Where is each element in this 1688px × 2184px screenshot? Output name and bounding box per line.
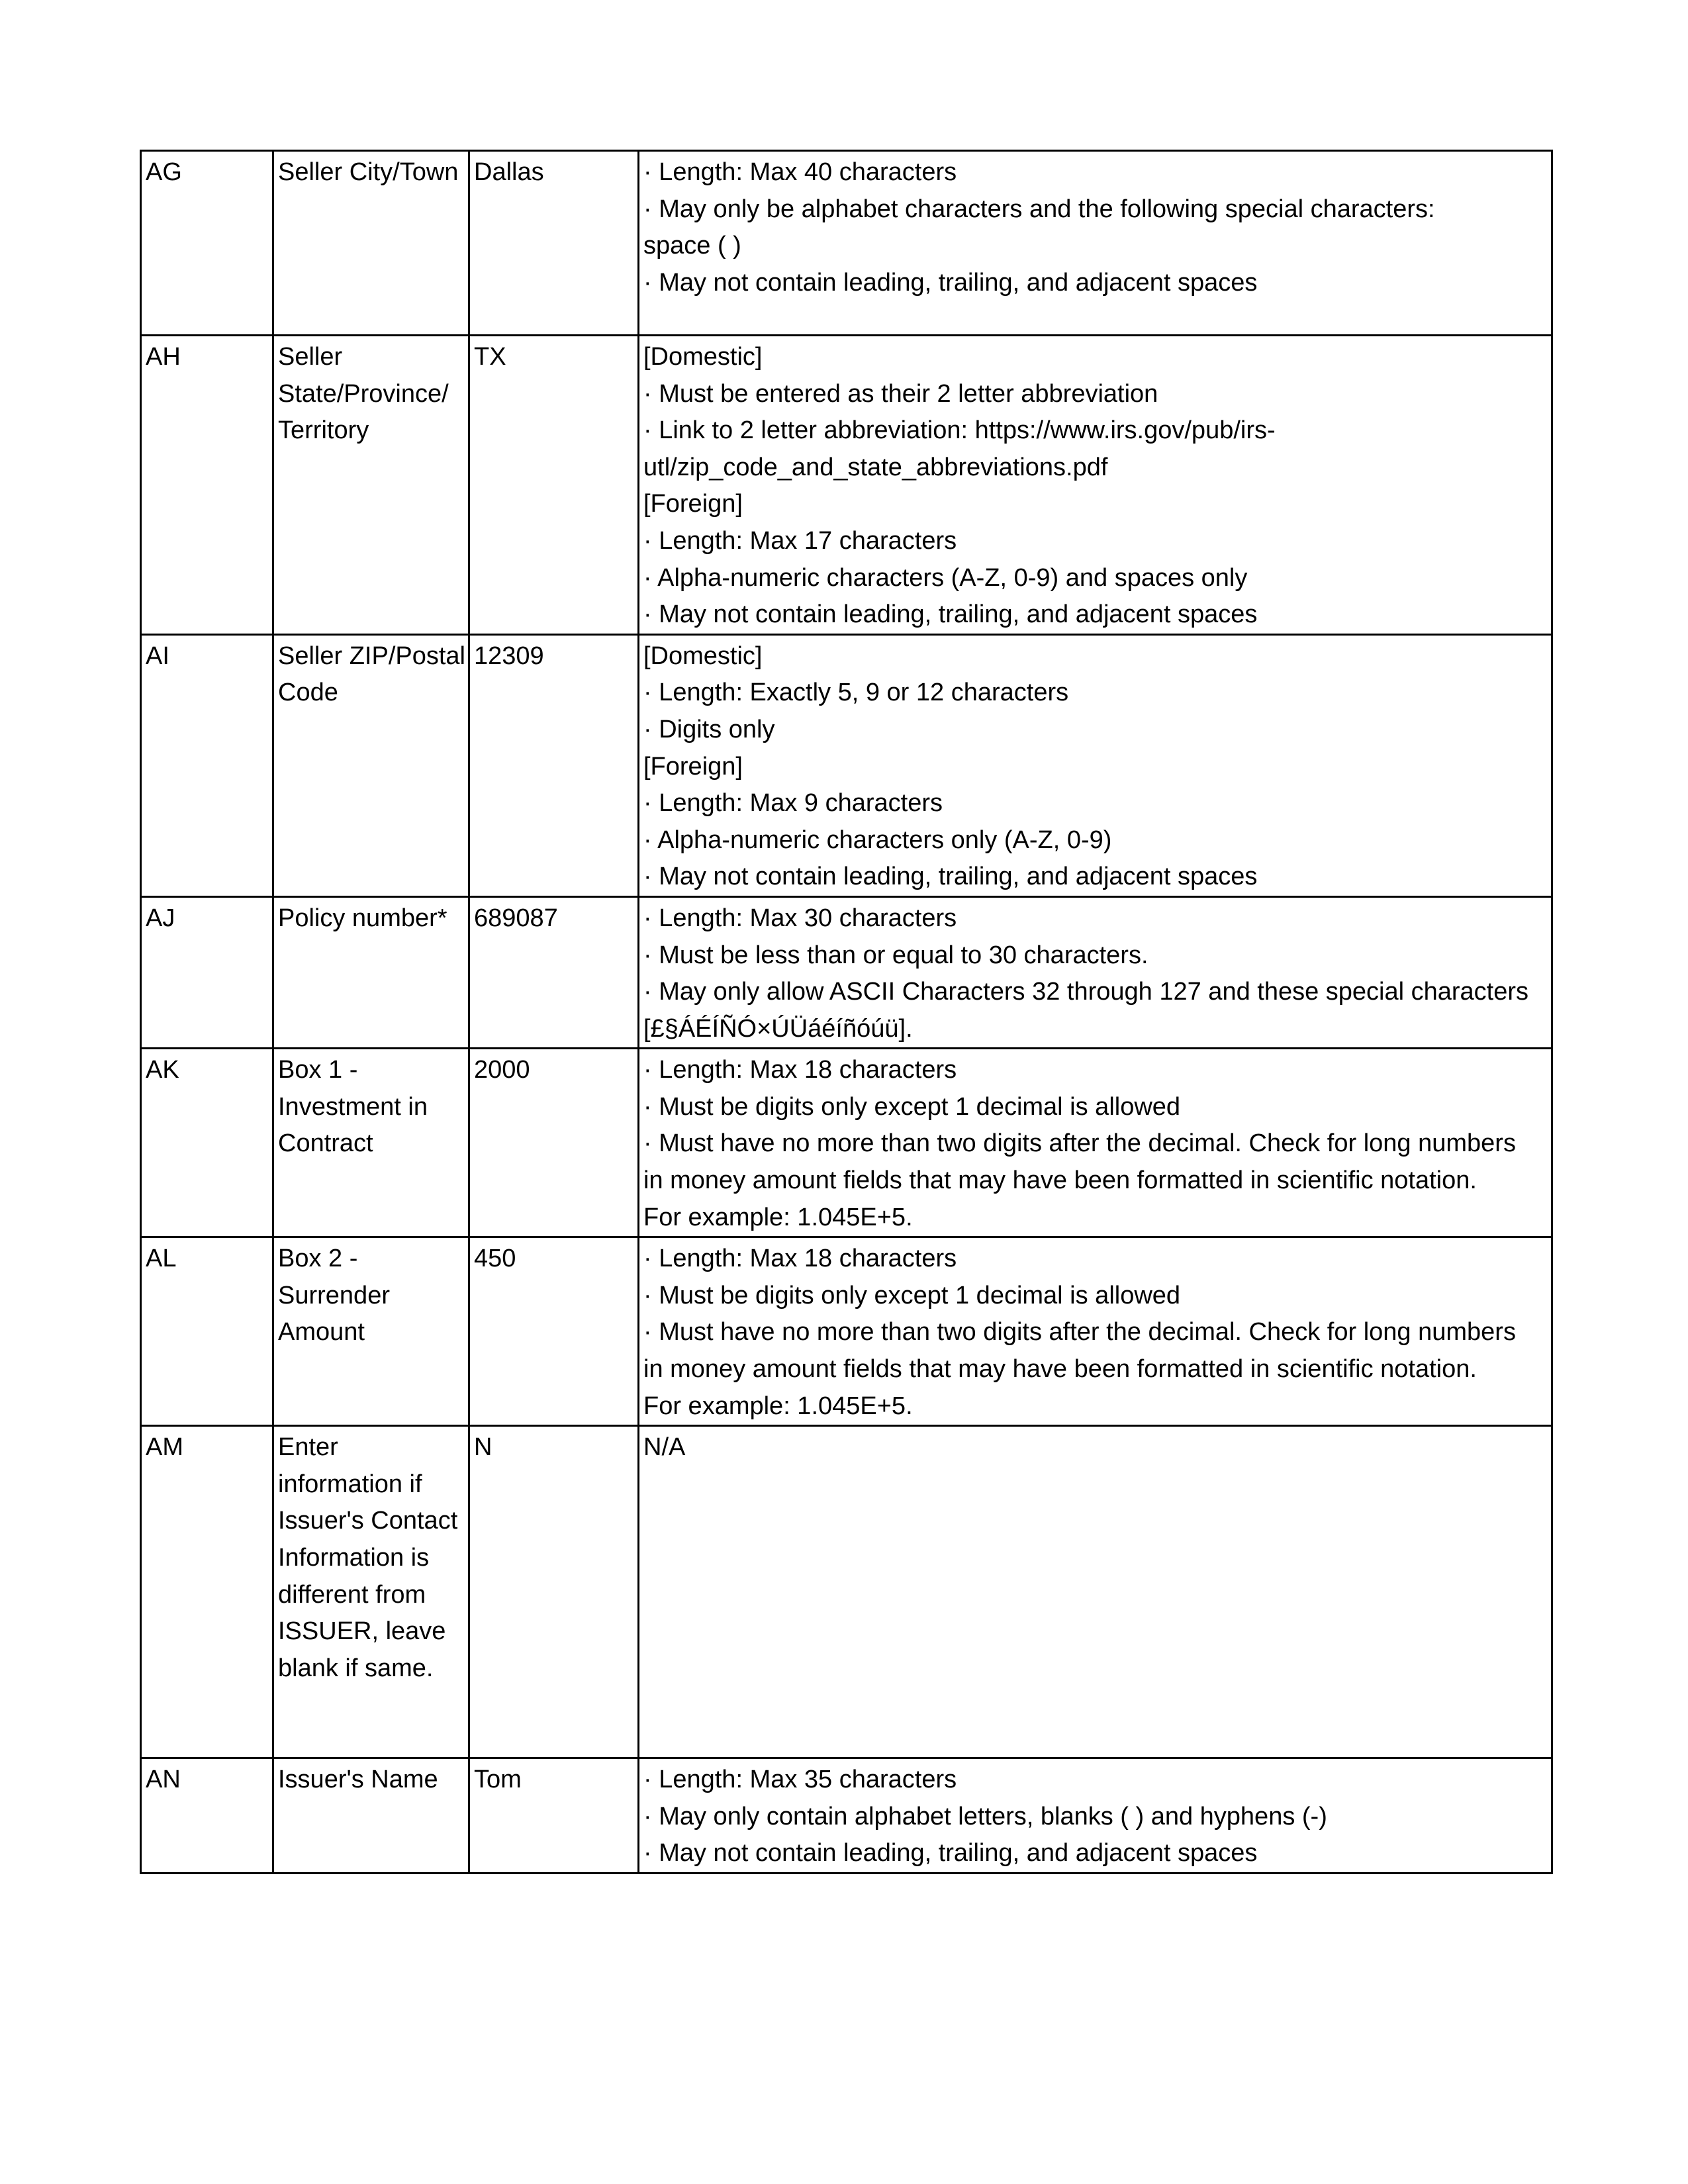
sample-value-cell: 689087: [469, 896, 639, 1048]
field-name-line: Box 2 -: [278, 1245, 358, 1273]
rule-line: · May not contain leading, trailing, and adjacent spaces: [643, 268, 1258, 297]
rule-line: · May not contain leading, trailing, and adjacent spaces: [643, 600, 1258, 629]
rule-line: · May not contain leading, trailing, and adjacent spaces: [643, 1839, 1258, 1868]
rule-line: · Must have no more than two digits after the decimal. Check for long numbers: [643, 1129, 1516, 1158]
rule-line: · Must be less than or equal to 30 characters.: [643, 941, 1149, 969]
rule-line: · Length: Max 9 characters: [643, 789, 943, 818]
rule-line: in money amount fields that may have been formatted in scientific notation.: [643, 1166, 1477, 1195]
rule-line: [Domestic]: [643, 641, 763, 670]
rule-line: · Alpha-numeric characters only (A-Z, 0-9): [643, 826, 1112, 854]
field-name-line: different from: [278, 1580, 426, 1609]
column-id-cell: AH: [141, 336, 273, 635]
sample-value-cell: 450: [469, 1237, 639, 1426]
rule-line: [Foreign]: [643, 752, 743, 781]
rule-line: · Length: Max 18 characters: [643, 1245, 957, 1273]
field-name-line: Seller: [278, 343, 343, 371]
rule-line: For example: 1.045E+5.: [643, 1392, 913, 1420]
table-row: [141, 634, 1552, 896]
column-id-cell: AG: [141, 151, 273, 336]
rule-line: · Length: Max 40 characters: [643, 158, 957, 186]
sample-value-cell: 12309: [469, 634, 639, 896]
field-name-cell: Issuer's Name: [273, 1758, 469, 1874]
validation-rules-cell: [639, 1758, 1552, 1874]
column-id-cell: AL: [141, 1237, 273, 1426]
sample-value-cell: Dallas: [469, 151, 639, 336]
field-name-line: Investment in: [278, 1092, 428, 1121]
field-name-line: blank if same.: [278, 1654, 434, 1682]
table-row: [141, 151, 1552, 336]
field-name-line: Box 1 -: [278, 1056, 358, 1084]
table-row: [141, 336, 1552, 635]
field-name-line: Information is: [278, 1544, 430, 1572]
column-id-cell: AK: [141, 1049, 273, 1237]
field-name-line: information if: [278, 1470, 422, 1498]
field-name-cell: Policy number*: [273, 896, 469, 1048]
table-row: [141, 1049, 1552, 1237]
field-name-line: Issuer's Contact: [278, 1507, 458, 1535]
validation-rules-cell: [639, 1237, 1552, 1426]
field-name-line: Territory: [278, 416, 369, 445]
field-name-cell: [273, 336, 469, 635]
rule-line: utl/zip_code_and_state_abbreviations.pdf: [643, 453, 1108, 481]
sample-value-cell: N: [469, 1426, 639, 1758]
rule-line: · Must be digits only except 1 decimal is allowed: [643, 1092, 1181, 1121]
column-id-cell: AN: [141, 1758, 273, 1874]
field-name-line: ISSUER, leave: [278, 1617, 446, 1646]
validation-rules-cell: [639, 634, 1552, 896]
rule-line: · Must be digits only except 1 decimal is allowed: [643, 1281, 1181, 1309]
rule-line: · Length: Max 35 characters: [643, 1766, 957, 1794]
table-row: [141, 1758, 1552, 1874]
field-name-line: Enter: [278, 1433, 338, 1462]
validation-rules-cell: [639, 1426, 1552, 1758]
field-spec-table: [140, 150, 1553, 1874]
column-id-cell: AM: [141, 1426, 273, 1758]
rule-line: · Length: Max 17 characters: [643, 526, 957, 555]
rule-line: · May only allow ASCII Characters 32 through 127 and these special characters: [643, 978, 1529, 1006]
sample-value-cell: Tom: [469, 1758, 639, 1874]
rule-line: in money amount fields that may have been formatted in scientific notation.: [643, 1355, 1477, 1384]
rule-line: · May not contain leading, trailing, and adjacent spaces: [643, 863, 1258, 891]
field-name-line: Seller ZIP/Postal: [278, 641, 465, 670]
column-id-cell: AI: [141, 634, 273, 896]
rule-line: · Link to 2 letter abbreviation: https://www.irs.gov/pub/irs-: [643, 416, 1276, 445]
rule-line: · Length: Max 30 characters: [643, 904, 957, 932]
validation-rules-cell: [639, 336, 1552, 635]
field-name-cell: [273, 1237, 469, 1426]
rule-line: · Must have no more than two digits after the decimal. Check for long numbers: [643, 1318, 1516, 1347]
rule-line: [£§ÁÉÍÑÓ×ÚÜáéíñóúü].: [643, 1014, 913, 1043]
sample-value-cell: 2000: [469, 1049, 639, 1237]
field-name-line: Amount: [278, 1318, 365, 1347]
rule-line: · Alpha-numeric characters (A-Z, 0-9) and spaces only: [643, 563, 1248, 592]
field-name-cell: Seller City/Town: [273, 151, 469, 336]
rule-line: · Length: Exactly 5, 9 or 12 characters: [643, 679, 1069, 707]
table-row: [141, 1426, 1552, 1758]
field-name-line: State/Province/: [278, 379, 449, 408]
field-name-line: Surrender: [278, 1281, 390, 1309]
rule-line: N/A: [643, 1433, 686, 1462]
rule-line: · Digits only: [643, 715, 775, 743]
sample-value-cell: TX: [469, 336, 639, 635]
validation-rules-cell: [639, 1049, 1552, 1237]
rule-line: · Length: Max 18 characters: [643, 1056, 957, 1084]
rule-line: · May only be alphabet characters and the following special characters:: [643, 195, 1435, 223]
rule-line: · May only contain alphabet letters, blanks ( ) and hyphens (-): [643, 1802, 1327, 1830]
validation-rules-cell: [639, 151, 1552, 336]
table-row: [141, 896, 1552, 1048]
field-name-cell: [273, 634, 469, 896]
rule-line: · Must be entered as their 2 letter abbreviation: [643, 379, 1158, 408]
field-name-cell: [273, 1049, 469, 1237]
rule-line: For example: 1.045E+5.: [643, 1203, 913, 1231]
table-row: [141, 1237, 1552, 1426]
rule-line: [Foreign]: [643, 490, 743, 518]
field-name-line: Contract: [278, 1129, 373, 1158]
validation-rules-cell: [639, 896, 1552, 1048]
column-id-cell: AJ: [141, 896, 273, 1048]
field-name-cell: [273, 1426, 469, 1758]
rule-line: space ( ): [643, 232, 741, 260]
field-name-line: Code: [278, 679, 338, 707]
rule-line: [Domestic]: [643, 343, 763, 371]
